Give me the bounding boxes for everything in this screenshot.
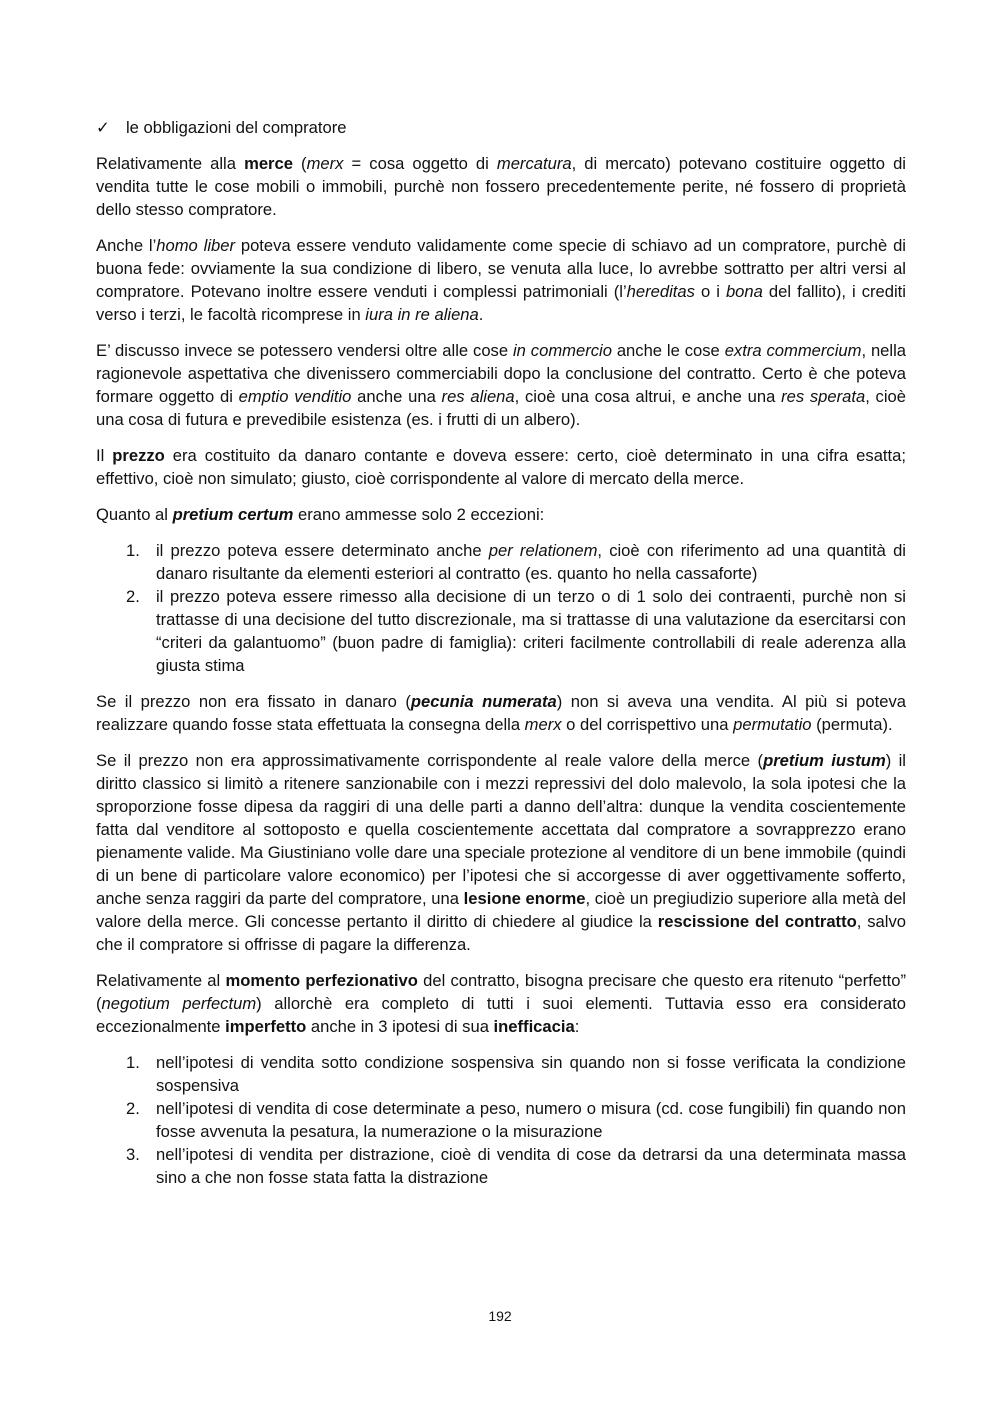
list-item: 1. nell’ipotesi di vendita sotto condizione sospensiva sin quando non si fosse verificata la condizione sospensiva bbox=[126, 1053, 906, 1095]
paragraph-pretium-certum: Quanto al pretium certum erano ammesse solo 2 eccezioni: bbox=[96, 505, 545, 524]
exceptions-list bbox=[96, 539, 906, 677]
list-item: 2. il prezzo poteva essere rimesso alla decisione di un terzo o di 1 solo dei contraenti, purchè non si trattasse di una decisione del tutto discrezionale, ma si trattasse di una valutazione da esercitarsi con “criteri da galantuomo” (buon padre di famiglia): criteri facilmente controllabili di reale aderenza alla giusta stima bbox=[126, 587, 906, 675]
document-page bbox=[96, 116, 906, 1202]
list-item: 1. il prezzo poteva essere determinato anche per relationem, cioè con riferimento ad una quantità di danaro risultante da elementi esteriori al contratto (es. quanto ho nella cassaforte) bbox=[126, 541, 906, 583]
page-number: 192 bbox=[488, 1308, 512, 1324]
checklist-item bbox=[96, 116, 906, 139]
list-item: 3. nell’ipotesi di vendita per distrazione, cioè di vendita di cose da detrarsi da una determinata massa sino a che non fosse stata fatta la distrazione bbox=[126, 1145, 906, 1187]
paragraph-pecunia-numerata: Se il prezzo non era fissato in danaro (pecunia numerata) non si aveva una vendita. Al più si poteva realizzare quando fosse stata effettuata la consegna della merx o del corrispettivo una permutatio (permuta). bbox=[96, 692, 906, 734]
paragraph-pretium-iustum: Se il prezzo non era approssimativamente corrispondente al reale valore della merce (pretium iustum) il diritto classico si limitò a ritenere sanzionabile con i mezzi repressivi del dolo malevolo, la sola ipotesi che la sproporzione fosse dipesa da raggiri di una delle parti a danno dell’altra: dunque la vendita coscientemente fatta dal venditore al sottoposto e quella coscientemente accettata dal compratore a sovrapprezzo erano pienamente valide. Ma Giustiniano volle dare una speciale protezione al venditore di un bene immobile (quindi di un bene di particolare valore economico) per l’ipotesi che si accorgesse di aver oggettivamente sofferto, anche senza raggiri da parte del compratore, una lesione enorme, cioè un pregiudizio superiore alla metà del valore della merce. Gli concesse pertanto il diritto di chiedere al giudice la rescissione del contratto, salvo che il compratore si offrisse di pagare la differenza. bbox=[96, 751, 906, 954]
inefficacy-list bbox=[96, 1051, 906, 1189]
checklist-item-text: le obbligazioni del compratore bbox=[126, 118, 347, 137]
list-item: 2. nell’ipotesi di vendita di cose determinate a peso, numero o misura (cd. cose fungibili) fin quando non fosse avvenuta la pesatura, la numerazione o la misurazione bbox=[126, 1099, 906, 1141]
paragraph-homo-liber: Anche l’homo liber poteva essere venduto validamente come specie di schiavo ad un compratore, purchè di buona fede: ovviamente la sua condizione di libero, se venuta alla luce, lo avrebbe sottratto per altri versi al compratore. Potevano inoltre essere venduti i complessi patrimoniali (l’hereditas o i bona del fallito), i crediti verso i terzi, le facoltà ricomprese in iura in re aliena. bbox=[96, 236, 906, 324]
paragraph-prezzo: Il prezzo era costituito da danaro contante e doveva essere: certo, cioè determinato in una cifra esatta; effettivo, cioè non simulato; giusto, cioè corrispondente al valore di mercato della merce. bbox=[96, 446, 906, 488]
checkmark-icon: ✓ bbox=[96, 118, 110, 137]
paragraph-extra-commercium: E’ discusso invece se potessero vendersi oltre alle cose in commercio anche le cose extra commercium, nella ragionevole aspettativa che divenissero commerciabili dopo la conclusione del contratto. Certo è che poteva formare oggetto di emptio venditio anche una res aliena, cioè una cosa altrui, e anche una res sperata, cioè una cosa di futura e prevedibile esistenza (es. i frutti di un albero). bbox=[96, 341, 906, 429]
paragraph-momento-perfezionativo: Relativamente al momento perfezionativo del contratto, bisogna precisare che questo era ritenuto “perfetto” (negotium perfectum) allorchè era completo di tutti i suoi elementi. Tuttavia esso era considerato eccezionalmente imperfetto anche in 3 ipotesi di sua inefficacia: bbox=[96, 971, 907, 1036]
paragraph-merce: Relativamente alla merce (merx = cosa oggetto di mercatura, di mercato) potevano costituire oggetto di vendita tutte le cose mobili o immobili, purchè non fossero precedentemente perite, né fossero di proprietà dello stesso compratore. bbox=[96, 154, 906, 219]
